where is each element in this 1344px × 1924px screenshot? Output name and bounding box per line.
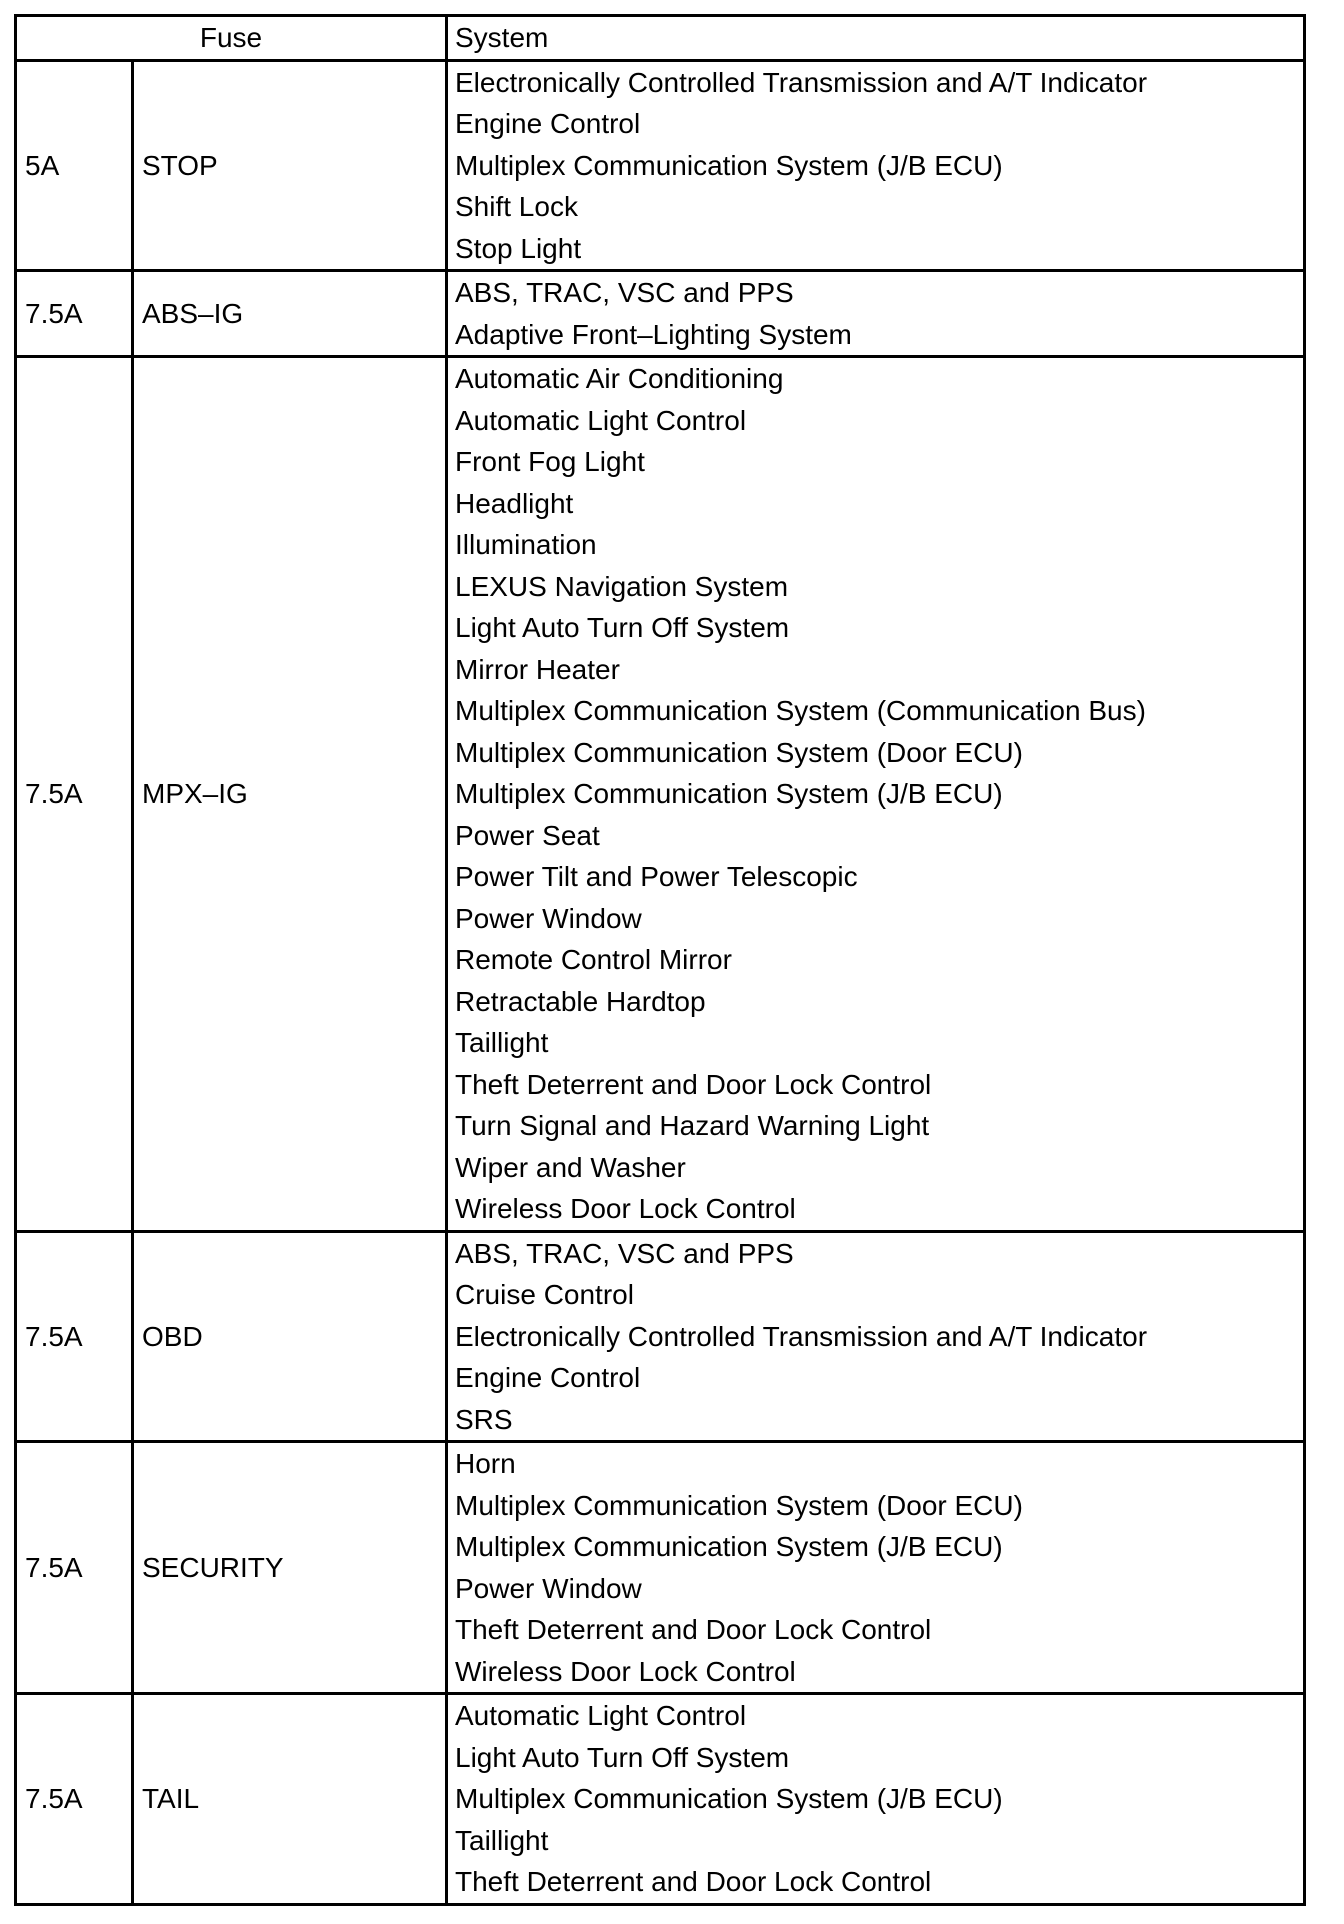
- table-row: [16, 357, 1305, 1232]
- system-item: Mirror Heater: [455, 653, 620, 685]
- system-item: Power Seat: [455, 819, 600, 851]
- system-item: Engine Control: [455, 1362, 641, 1393]
- system-item: Illumination: [455, 529, 597, 560]
- system-item: Electronically Controlled Transmission and A/T Indicator: [455, 1320, 1148, 1352]
- system-list: [447, 1694, 1305, 1905]
- system-item: Automatic Light Control: [455, 404, 747, 436]
- fuse-system-table: [14, 14, 1306, 1906]
- fuse-rating: 7.5A: [16, 1442, 133, 1694]
- fuse-name: STOP: [133, 60, 447, 271]
- system-item: Multiplex Communication System (J/B ECU): [455, 149, 1003, 181]
- system-item: Engine Control: [455, 108, 641, 139]
- fuse-rating: 7.5A: [16, 1231, 133, 1442]
- system-list: [447, 1442, 1305, 1694]
- fuse-name: TAIL: [133, 1694, 447, 1905]
- fuse-name: SECURITY: [133, 1442, 447, 1694]
- system-item: Wireless Door Lock Control: [455, 1193, 796, 1224]
- system-item: Multiplex Communication System (Communication Bus): [455, 695, 1146, 726]
- system-item: Retractable Hardtop: [455, 985, 706, 1017]
- system-item: Multiplex Communication System (Door ECU): [455, 1489, 1023, 1521]
- system-item: Headlight: [455, 487, 574, 519]
- system-item: Cruise Control: [455, 1279, 634, 1310]
- system-item: Power Window: [455, 1572, 642, 1604]
- system-column-header: System: [447, 16, 1305, 61]
- system-item: Stop Light: [455, 232, 582, 264]
- system-item: Front Fog Light: [455, 446, 645, 477]
- system-item: Power Tilt and Power Telescopic: [455, 861, 858, 892]
- system-item: Taillight: [455, 1027, 549, 1058]
- system-item: Multiplex Communication System (Door ECU): [455, 736, 1023, 768]
- system-item: Adaptive Front–Lighting System: [455, 318, 852, 350]
- system-item: Taillight: [455, 1824, 549, 1856]
- fuse-column-header: Fuse: [16, 16, 447, 61]
- table-row: [16, 1442, 1305, 1694]
- system-list: [447, 357, 1305, 1232]
- fuse-name: MPX–IG: [133, 357, 447, 1232]
- table-row: [16, 60, 1305, 271]
- table-row: [16, 271, 1305, 357]
- system-item: LEXUS Navigation System: [455, 570, 789, 602]
- system-item: Power Window: [455, 902, 642, 934]
- system-item: Remote Control Mirror: [455, 944, 732, 975]
- system-item: Theft Deterrent and Door Lock Control: [455, 1866, 932, 1897]
- system-item: Automatic Air Conditioning: [455, 363, 784, 394]
- system-item: Automatic Light Control: [455, 1700, 747, 1731]
- system-item: Turn Signal and Hazard Warning Light: [455, 1110, 930, 1141]
- fuse-rating: 5A: [16, 60, 133, 271]
- system-item: Horn: [455, 1448, 516, 1479]
- system-item: Electronically Controlled Transmission and A/T Indicator: [455, 66, 1148, 98]
- fuse-name: OBD: [133, 1231, 447, 1442]
- system-item: Theft Deterrent and Door Lock Control: [455, 1068, 932, 1100]
- system-list: [447, 271, 1305, 357]
- system-item: Light Auto Turn Off System: [455, 612, 790, 643]
- system-item: Multiplex Communication System (J/B ECU): [455, 1783, 1003, 1814]
- system-item: SRS: [455, 1403, 513, 1435]
- table-row: [16, 1231, 1305, 1442]
- system-item: ABS, TRAC, VSC and PPS: [455, 1237, 794, 1269]
- fuse-rating: 7.5A: [16, 1694, 133, 1905]
- system-item: Wireless Door Lock Control: [455, 1655, 796, 1687]
- system-item: Multiplex Communication System (J/B ECU): [455, 778, 1003, 809]
- fuse-rating: 7.5A: [16, 271, 133, 357]
- table-body: [16, 60, 1305, 1904]
- system-item: Light Auto Turn Off System: [455, 1741, 790, 1773]
- table-header-row: [16, 16, 1305, 61]
- system-list: [447, 1231, 1305, 1442]
- system-item: ABS, TRAC, VSC and PPS: [455, 277, 794, 308]
- system-item: Multiplex Communication System (J/B ECU): [455, 1531, 1003, 1562]
- system-item: Shift Lock: [455, 191, 578, 222]
- table-row: [16, 1694, 1305, 1905]
- fuse-rating: 7.5A: [16, 357, 133, 1232]
- system-list: [447, 60, 1305, 271]
- fuse-name: ABS–IG: [133, 271, 447, 357]
- system-item: Theft Deterrent and Door Lock Control: [455, 1614, 932, 1645]
- system-item: Wiper and Washer: [455, 1151, 686, 1183]
